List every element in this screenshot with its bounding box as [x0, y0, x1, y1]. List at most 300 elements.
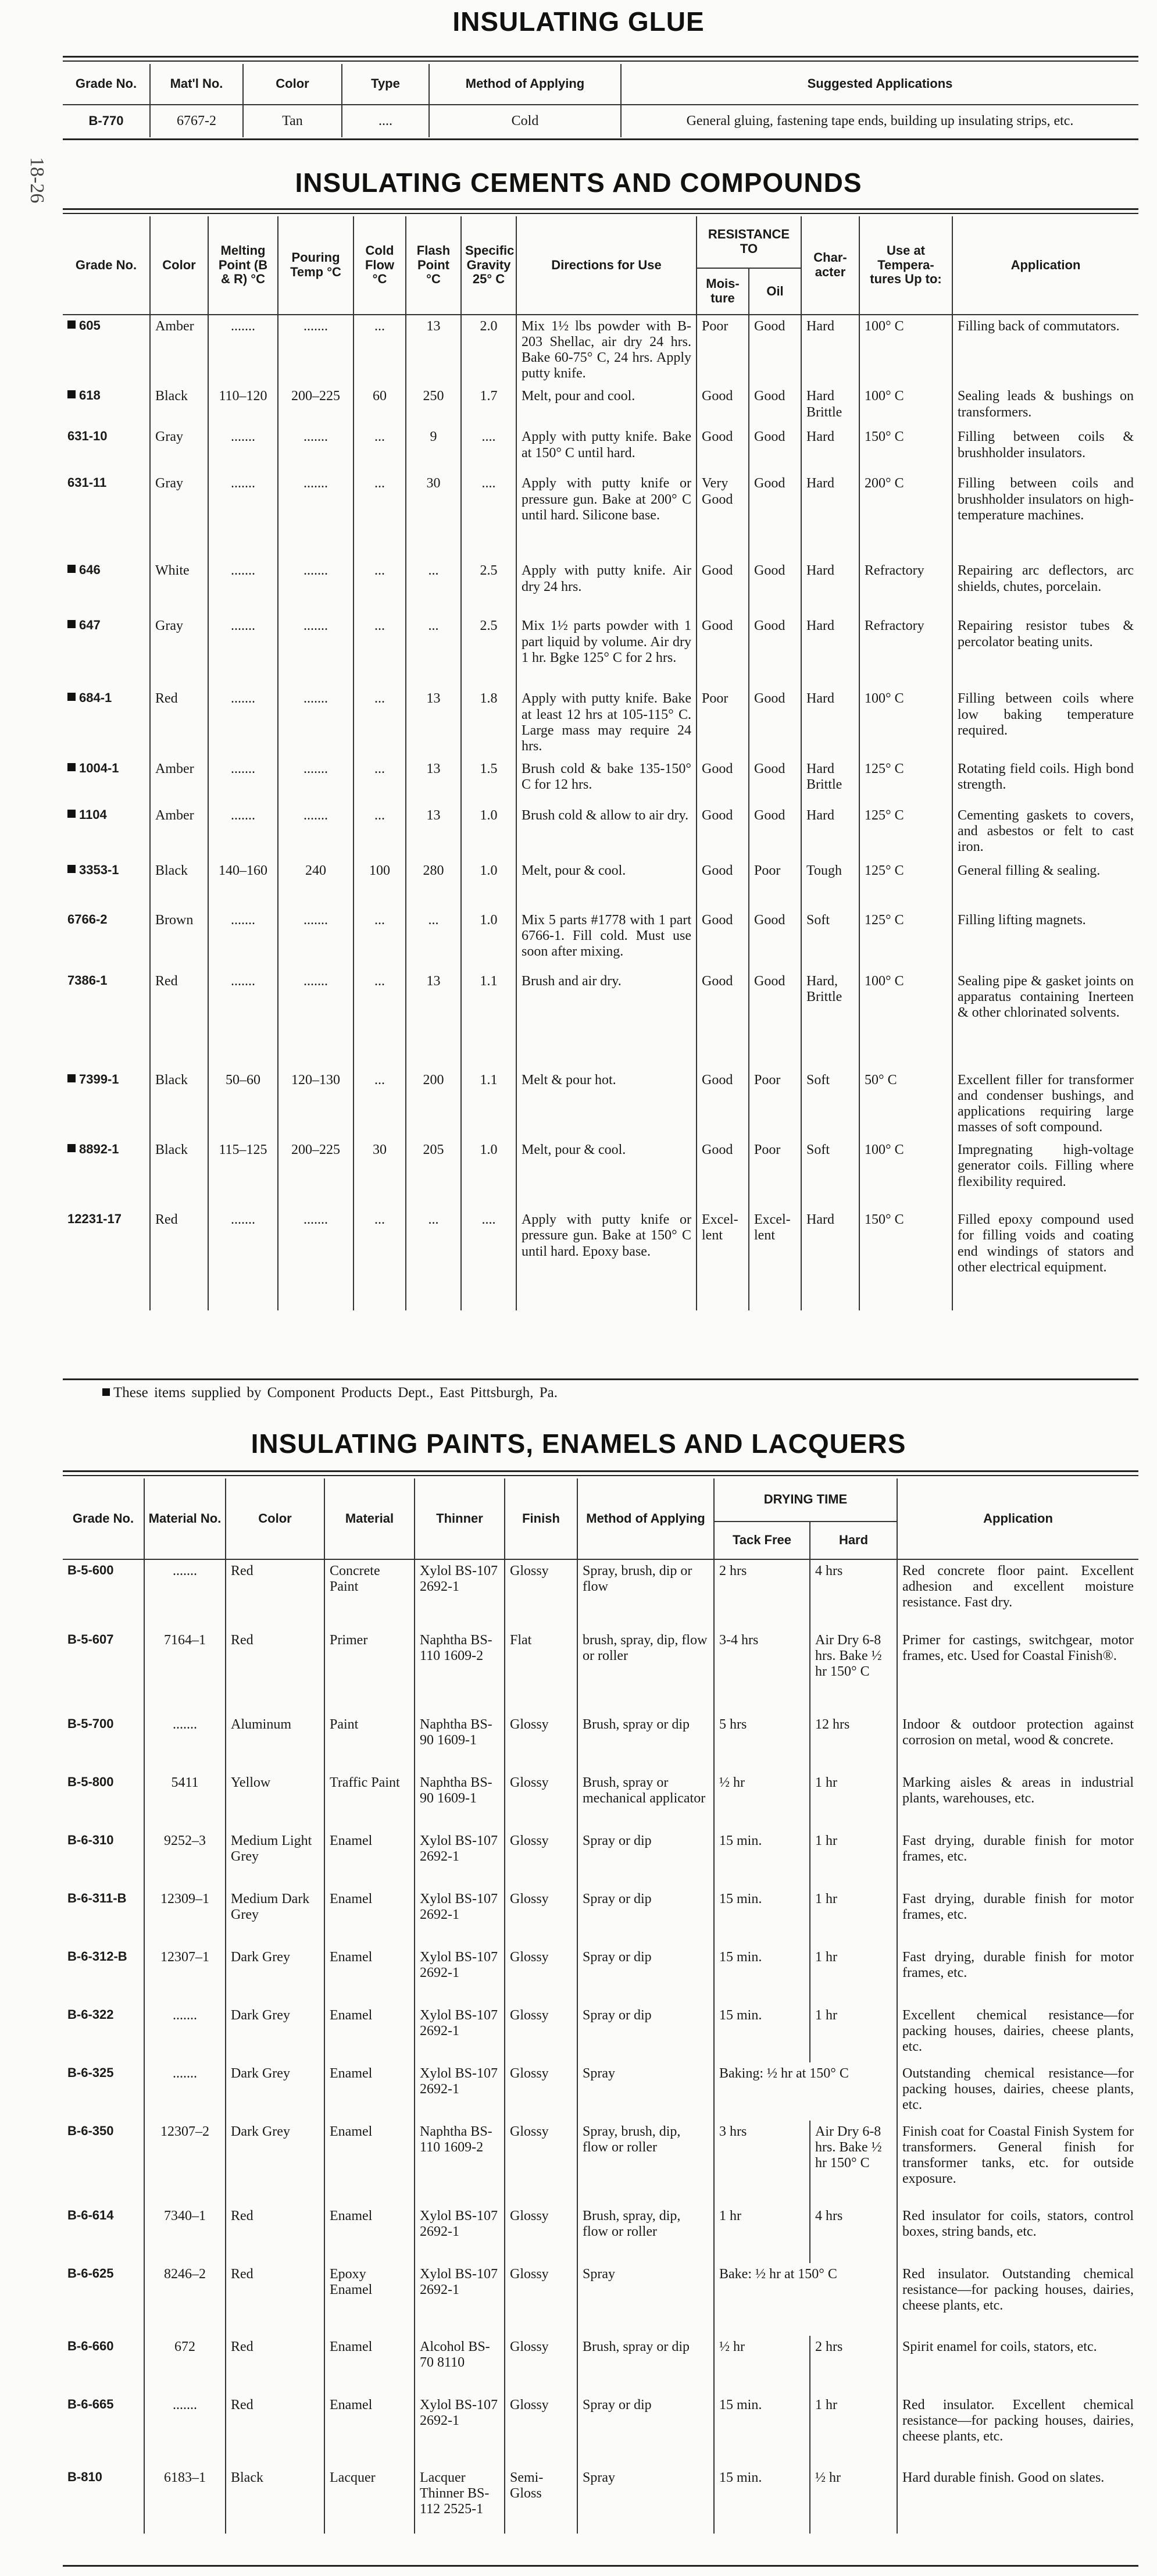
cement-moisture	[697, 804, 749, 860]
table-row	[63, 687, 1138, 757]
cement-temp	[859, 758, 952, 804]
paint-method-text: Brush, spray or dip	[583, 2339, 690, 2354]
table-row	[63, 970, 1138, 1069]
paints-header-method: Method of Applying	[577, 1478, 714, 1559]
cement-temp	[859, 426, 952, 472]
cement-application	[952, 1139, 1138, 1209]
paint-grade-text: B-6-660	[67, 2339, 114, 2353]
paint-material	[324, 1559, 415, 1629]
cement-directions	[516, 1069, 697, 1139]
cement-moisture-text: Good	[702, 807, 733, 823]
paint-application	[897, 2004, 1138, 2062]
cement-temp	[859, 385, 952, 426]
cement-character	[801, 426, 859, 472]
cement-application-text: Sealing leads & bushings on transformers.	[958, 389, 1134, 420]
cement-oil	[749, 560, 801, 615]
paint-thinner-text: Alcohol BS-70 8110	[420, 2339, 490, 2371]
cement-oil-text: Poor	[754, 863, 781, 878]
paints-top-rule-2	[63, 1475, 1138, 1476]
paint-grade-text: B-5-700	[67, 1716, 114, 1731]
cement-gravity-text: 1.0	[480, 1142, 498, 1158]
cements-header-cold-flow: Cold Flow °C	[353, 216, 406, 315]
cement-gravity-text: 2.0	[480, 319, 498, 334]
cement-gravity	[461, 860, 516, 909]
paint-application	[897, 2062, 1138, 2121]
cement-cold-flow	[353, 758, 406, 804]
paint-application-text: Fast drying, durable finish for motor frames, etc.	[902, 1833, 1134, 1865]
paint-material-no	[144, 2336, 226, 2394]
cement-color-text: Red	[155, 973, 178, 989]
cement-pouring	[278, 860, 353, 909]
paint-thinner	[415, 2062, 505, 2121]
cement-gravity	[461, 1069, 516, 1139]
cement-flash	[406, 970, 461, 1069]
table-row	[63, 1713, 1138, 1772]
paint-thinner	[415, 1888, 505, 1946]
paint-material	[324, 1772, 415, 1830]
paint-hard	[810, 2467, 897, 2534]
cement-character	[801, 804, 859, 860]
paint-finish-text: Glossy	[510, 1775, 549, 1790]
cement-melting	[208, 804, 278, 860]
cement-character-text: Soft	[806, 1072, 830, 1088]
paint-color	[226, 1713, 324, 1772]
table-row	[63, 1069, 1138, 1139]
paint-color-text: Red	[231, 2208, 253, 2224]
cement-color	[150, 472, 208, 560]
paint-material-text: Traffic Paint	[330, 1775, 400, 1790]
table-row	[63, 2394, 1138, 2467]
paint-method-text: Spray, brush, dip or flow	[583, 1563, 692, 1595]
paint-finish	[505, 2205, 577, 2263]
paint-method	[577, 2205, 714, 2263]
table-row	[63, 2263, 1138, 2336]
paint-finish	[505, 1713, 577, 1772]
paint-material	[324, 2062, 415, 2121]
cement-directions-text: Brush cold & bake 135-150° C for 12 hrs.	[522, 761, 691, 792]
cement-cold-flow-text: ...	[374, 912, 385, 928]
cement-character	[801, 315, 859, 385]
paint-finish-text: Glossy	[510, 1833, 549, 1848]
paint-material-text: Primer	[330, 1633, 368, 1648]
cement-moisture	[697, 1209, 749, 1310]
paint-finish	[505, 1830, 577, 1888]
cement-character-text: Hard	[806, 319, 834, 334]
cement-directions	[516, 426, 697, 472]
paint-application	[897, 2205, 1138, 2263]
cement-oil	[749, 909, 801, 970]
paint-material-text: Concrete Paint	[330, 1563, 380, 1595]
cements-header-row	[63, 216, 1138, 268]
cement-color	[150, 1139, 208, 1209]
cement-oil-text: Good	[754, 618, 785, 634]
paint-material-text: Enamel	[330, 1891, 373, 1907]
paint-material-text: Paint	[330, 1717, 359, 1732]
cement-temp-text: 200° C	[865, 476, 904, 491]
cement-directions	[516, 804, 697, 860]
paint-hard	[810, 1830, 897, 1888]
table-row	[63, 758, 1138, 804]
cement-flash	[406, 860, 461, 909]
cement-melting-text: .......	[231, 476, 255, 491]
cement-flash	[406, 426, 461, 472]
paint-tack-free-text: 3 hrs	[719, 2124, 747, 2139]
paint-material	[324, 2394, 415, 2467]
cement-temp	[859, 1139, 952, 1209]
cement-color	[150, 385, 208, 426]
cement-grade	[63, 315, 150, 385]
paints-header-material: Material	[324, 1478, 415, 1559]
paint-color	[226, 1888, 324, 1946]
cement-cold-flow-text: ...	[374, 319, 385, 334]
paint-hard	[810, 2121, 897, 2205]
cement-grade	[63, 1209, 150, 1310]
cement-color	[150, 758, 208, 804]
cement-moisture	[697, 426, 749, 472]
paint-method-text: Spray or dip	[583, 1891, 652, 1907]
cement-oil	[749, 385, 801, 426]
cement-oil-text: Good	[754, 389, 785, 404]
paint-finish-text: Glossy	[510, 1563, 549, 1579]
cement-grade-text: 647	[79, 618, 101, 633]
square-bullet-icon	[67, 320, 76, 329]
cement-character-text: Hard	[806, 691, 834, 707]
paint-thinner	[415, 2394, 505, 2467]
cement-application	[952, 426, 1138, 472]
paint-tack-free-text: 2 hrs	[719, 1563, 747, 1579]
cement-gravity-text: 1.5	[480, 761, 498, 776]
cement-color	[150, 1209, 208, 1310]
paint-hard	[810, 2004, 897, 2062]
glue-header-method: Method of Applying	[429, 64, 621, 105]
cement-character	[801, 472, 859, 560]
cement-pouring	[278, 315, 353, 385]
cement-oil-text: Poor	[754, 1072, 781, 1088]
cement-cold-flow-text: ...	[374, 807, 385, 823]
paint-grade-text: B-6-614	[67, 2208, 114, 2222]
cement-color-text: Gray	[155, 618, 183, 634]
cement-application	[952, 758, 1138, 804]
table-row	[63, 560, 1138, 615]
cement-oil	[749, 472, 801, 560]
cement-oil-text: Good	[754, 319, 785, 334]
cement-character-text: Soft	[806, 912, 830, 928]
cements-header-application: Application	[952, 216, 1138, 315]
cement-gravity-text: 1.7	[480, 389, 498, 404]
cement-temp	[859, 970, 952, 1069]
cement-grade-text: 8892-1	[79, 1142, 119, 1157]
cement-grade	[63, 970, 150, 1069]
cement-flash	[406, 560, 461, 615]
paint-finish	[505, 2394, 577, 2467]
cement-application-text: Repairing arc deflectors, arc shields, chutes, porcelain.	[958, 563, 1134, 594]
paint-material-no-text: 7164–1	[164, 1633, 206, 1648]
cement-application-text: Filled epoxy compound used for filling voids and coating end windings of stators and other electrical equipment.	[958, 1212, 1134, 1275]
paint-hard-text: 1 hr	[815, 1950, 837, 1965]
paint-thinner	[415, 1946, 505, 2004]
glue-top-rule	[63, 56, 1138, 58]
table-row	[63, 2004, 1138, 2062]
paint-application-text: Hard durable finish. Good on slates.	[902, 2470, 1105, 2485]
cement-character-text: Hard	[806, 807, 834, 823]
cement-character-text: Hard Brittle	[806, 389, 842, 420]
cement-flash	[406, 1209, 461, 1310]
cement-melting-text: .......	[231, 761, 255, 776]
paint-grade-text: B-6-311-B	[67, 1891, 127, 1905]
paint-color	[226, 2062, 324, 2121]
cement-directions	[516, 315, 697, 385]
cement-oil	[749, 615, 801, 687]
cement-temp-text: 50° C	[865, 1072, 897, 1088]
square-bullet-icon	[67, 390, 76, 398]
cement-moisture	[697, 758, 749, 804]
paint-grade	[63, 2062, 144, 2121]
cement-gravity-text: 1.0	[480, 863, 498, 878]
cement-directions-text: Apply with putty knife or pressure gun. Bake at 200° C until hard. Silicone base.	[522, 476, 691, 523]
cement-cold-flow	[353, 426, 406, 472]
cement-cold-flow	[353, 804, 406, 860]
paint-hard-text: Air Dry 6-8 hrs. Bake ½ hr 150° C	[815, 2124, 882, 2171]
paint-material-no-text: .......	[173, 1717, 197, 1732]
paint-method	[577, 2121, 714, 2205]
table-row	[63, 1946, 1138, 2004]
cement-directions-text: Apply with putty knife. Bake at 150° C until hard.	[522, 429, 691, 461]
cement-moisture	[697, 315, 749, 385]
paint-material-no	[144, 2062, 226, 2121]
cement-moisture-text: Good	[702, 618, 733, 634]
cement-application-text: Repairing resistor tubes & percolator beating units.	[958, 618, 1134, 650]
paint-hard-text: 4 hrs	[815, 1563, 843, 1579]
paint-application-text: Indoor & outdoor protection against corrosion on metal, wood & concrete.	[902, 1717, 1134, 1748]
cement-pouring	[278, 758, 353, 804]
cement-directions-text: Apply with putty knife. Bake at least 12 hrs at 105-115° C. Large mass may require 24 hrs.	[522, 691, 691, 754]
paint-color-text: Red	[231, 1633, 253, 1648]
cement-moisture	[697, 385, 749, 426]
cement-application-text: General filling & sealing.	[958, 863, 1101, 878]
cement-melting	[208, 615, 278, 687]
paint-thinner-text: Xylol BS-107 2692-1	[420, 1833, 498, 1865]
cement-color	[150, 860, 208, 909]
cement-grade-text: 7399-1	[79, 1071, 119, 1086]
cement-character-text: Hard	[806, 618, 834, 634]
cement-temp-text: 150° C	[865, 429, 904, 445]
cement-temp-text: Refractory	[865, 563, 924, 579]
glue-bottom-rule	[63, 138, 1138, 140]
cement-grade-text: 3353-1	[79, 862, 119, 877]
cement-directions	[516, 970, 697, 1069]
paints-header-hard: Hard	[810, 1522, 897, 1559]
paint-material-no	[144, 1629, 226, 1713]
cement-temp	[859, 1069, 952, 1139]
paint-material-no-text: 12307–1	[160, 1950, 209, 1965]
cement-pouring-text: .......	[303, 691, 328, 707]
cement-melting-text: .......	[231, 973, 255, 989]
cement-pouring-text: .......	[303, 807, 328, 823]
cement-moisture-text: Good	[702, 389, 733, 404]
cements-top-rule	[63, 208, 1138, 210]
cement-color	[150, 970, 208, 1069]
cement-temp	[859, 615, 952, 687]
cement-pouring-text: 240	[305, 863, 326, 878]
cement-directions	[516, 1139, 697, 1209]
cement-character-text: Hard	[806, 1212, 834, 1228]
paint-thinner-text: Xylol BS-107 2692-1	[420, 1950, 498, 1981]
cement-pouring-text: .......	[303, 761, 328, 776]
cement-temp	[859, 860, 952, 909]
table-row	[63, 426, 1138, 472]
cement-cold-flow	[353, 385, 406, 426]
cement-grade-text: 631-10	[67, 429, 108, 444]
cement-gravity	[461, 315, 516, 385]
cement-temp-text: 100° C	[865, 1142, 904, 1158]
cement-temp	[859, 687, 952, 757]
cement-color-text: Gray	[155, 476, 183, 491]
cements-header-grade: Grade No.	[63, 216, 150, 315]
cement-directions	[516, 1209, 697, 1310]
cement-gravity-text: 1.1	[480, 973, 498, 989]
cement-flash	[406, 804, 461, 860]
cement-melting-text: 110–120	[219, 389, 267, 404]
paint-material-no	[144, 1559, 226, 1629]
cement-cold-flow	[353, 560, 406, 615]
cement-grade-text: 618	[79, 388, 101, 403]
paint-tack-free	[714, 2062, 897, 2121]
paint-material-text: Enamel	[330, 2208, 373, 2224]
cement-color	[150, 426, 208, 472]
cement-temp	[859, 472, 952, 560]
cement-flash-text: 13	[426, 807, 441, 823]
footnote	[102, 1385, 558, 1401]
table-row	[63, 909, 1138, 970]
cement-flash	[406, 472, 461, 560]
paint-color-text: Red	[231, 2397, 253, 2413]
paint-color	[226, 2336, 324, 2394]
cement-grade-text: 631-11	[67, 475, 107, 490]
paint-finish	[505, 2467, 577, 2534]
cement-color-text: Brown	[155, 912, 194, 928]
paint-grade-text: B-6-312-B	[67, 1949, 127, 1964]
paint-hard-text: 2 hrs	[815, 2339, 843, 2354]
paint-method	[577, 2263, 714, 2336]
cement-moisture-text: Poor	[702, 691, 729, 707]
cement-pouring-text: 120–130	[291, 1072, 340, 1088]
paints-table	[63, 1478, 1138, 2534]
table-row	[63, 1772, 1138, 1830]
cement-oil	[749, 687, 801, 757]
paint-material-no	[144, 1946, 226, 2004]
glue-title: INSULATING GLUE	[452, 6, 705, 37]
paint-color-text: Yellow	[231, 1775, 271, 1790]
cement-character	[801, 1209, 859, 1310]
paint-application-text: Excellent chemical resistance—for packing houses, dairies, cheese plants, etc.	[902, 2008, 1134, 2055]
table-row	[63, 804, 1138, 860]
cement-grade-text: 605	[79, 318, 101, 333]
cement-temp	[859, 909, 952, 970]
cement-temp-text: 150° C	[865, 1212, 904, 1228]
cement-moisture-text: Very Good	[702, 476, 733, 507]
cement-oil-text: Good	[754, 973, 785, 989]
cement-cold-flow-text: ...	[374, 476, 385, 491]
paint-thinner	[415, 2121, 505, 2205]
cement-flash	[406, 1139, 461, 1209]
paint-material-no	[144, 2121, 226, 2205]
cement-gravity	[461, 1139, 516, 1209]
cements-table	[63, 216, 1138, 1310]
cement-directions-text: Brush and air dry.	[522, 973, 622, 989]
paint-grade	[63, 1888, 144, 1946]
paint-material	[324, 1629, 415, 1713]
cement-temp-text: 125° C	[865, 807, 904, 823]
cement-flash-text: ...	[428, 912, 439, 928]
cements-header-melting: Melting Point (B & R) °C	[208, 216, 278, 315]
cements-top-rule-2	[63, 213, 1138, 214]
paint-hard-text: 4 hrs	[815, 2208, 843, 2224]
cement-oil-text: Good	[754, 691, 785, 707]
cement-application-text: Impregnating high-voltage generator coils. Filling where flexibility required.	[958, 1142, 1134, 1189]
paint-application	[897, 2263, 1138, 2336]
cement-flash-text: 13	[426, 691, 441, 707]
cement-gravity	[461, 615, 516, 687]
paint-material-no	[144, 1772, 226, 1830]
paint-finish-text: Glossy	[510, 1891, 549, 1907]
cement-moisture	[697, 1069, 749, 1139]
paint-color-text: Red	[231, 1563, 253, 1579]
paint-hard-text: ½ hr	[815, 2470, 841, 2485]
paint-method-text: Brush, spray or mechanical applicator	[583, 1775, 706, 1807]
cements-body	[63, 315, 1138, 1310]
paint-application	[897, 2336, 1138, 2394]
cement-temp-text: 100° C	[865, 389, 904, 404]
paint-thinner	[415, 1713, 505, 1772]
paint-method-text: Brush, spray or dip	[583, 1717, 690, 1732]
glue-method: Cold	[429, 105, 621, 137]
paint-tack-free	[714, 1713, 810, 1772]
paints-header-material-no: Material No.	[144, 1478, 226, 1559]
cement-gravity	[461, 970, 516, 1069]
paint-finish-text: Glossy	[510, 2008, 549, 2023]
cement-cold-flow	[353, 909, 406, 970]
cement-flash	[406, 758, 461, 804]
cement-melting-text: 140–160	[219, 863, 267, 878]
cement-grade	[63, 909, 150, 970]
cement-moisture-text: Good	[702, 1072, 733, 1088]
paint-tack-free-text: 5 hrs	[719, 1717, 747, 1732]
cement-character	[801, 909, 859, 970]
cement-melting	[208, 909, 278, 970]
paint-grade	[63, 1772, 144, 1830]
paint-hard-text: 1 hr	[815, 1775, 837, 1790]
cement-pouring	[278, 909, 353, 970]
cement-melting-text: 115–125	[219, 1142, 267, 1158]
paints-body	[63, 1559, 1138, 2534]
cement-color-text: Black	[155, 1142, 188, 1158]
cement-character	[801, 560, 859, 615]
paint-thinner-text: Naphtha BS-110 1609-2	[420, 2124, 492, 2155]
cement-grade	[63, 560, 150, 615]
cement-oil-text: Excel-lent	[754, 1212, 791, 1244]
cement-grade	[63, 1069, 150, 1139]
cement-moisture	[697, 560, 749, 615]
cement-melting	[208, 315, 278, 385]
cement-application	[952, 909, 1138, 970]
paint-material	[324, 2121, 415, 2205]
cement-color-text: Black	[155, 1072, 188, 1088]
cement-pouring	[278, 970, 353, 1069]
glue-header-matl: Mat'l No.	[150, 64, 243, 105]
cement-oil-text: Good	[754, 563, 785, 579]
paint-tack-free-text: 15 min.	[719, 2397, 762, 2413]
paint-material	[324, 2004, 415, 2062]
